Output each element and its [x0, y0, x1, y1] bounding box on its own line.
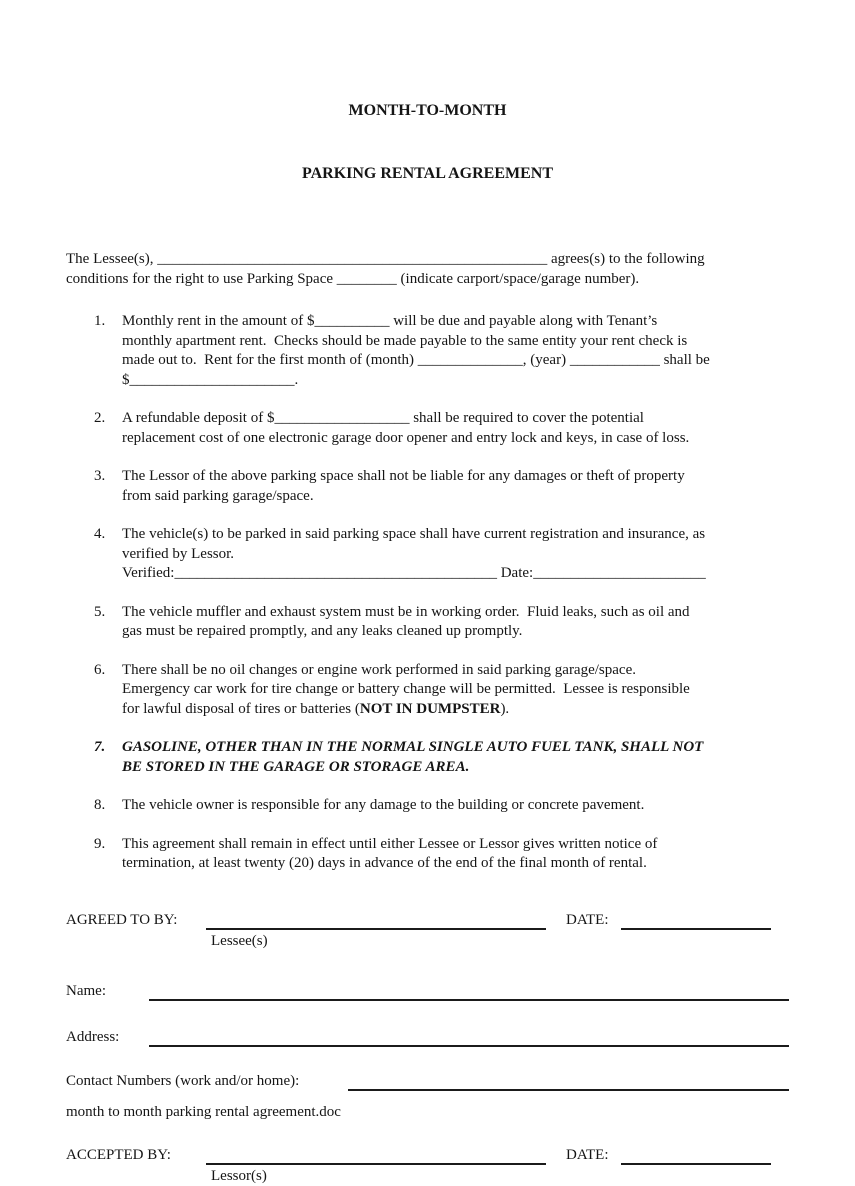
document-title-line2: PARKING RENTAL AGREEMENT: [302, 165, 553, 182]
clause-line: GASOLINE, OTHER THAN IN THE NORMAL SINGLE AUTO FUEL TANK, SHALL NOT: [122, 739, 704, 755]
clause-number: 9.: [94, 835, 106, 852]
intro-line: The Lessee(s), ____________________________________________________ agrees(s) to the following: [66, 251, 705, 267]
clause-item-3: [94, 467, 789, 506]
contact-numbers-row: [66, 1069, 789, 1091]
clause-item-7: [94, 738, 789, 777]
clause-text: [122, 835, 789, 874]
clause-line: The Lessor of the above parking space shall not be liable for any damages or theft of property: [122, 468, 685, 484]
footer-filename: month to month parking rental agreement.doc: [66, 1104, 341, 1120]
address-line: [149, 1029, 789, 1047]
clause-text: [122, 409, 789, 448]
clause-item-1: [94, 312, 789, 390]
clause-number: 1.: [94, 313, 106, 329]
clause-line: Monthly rent in the amount of $__________ will be due and payable along with Tenant’s: [122, 313, 658, 329]
clause-line: A refundable deposit of $__________________ shall be required to cover the potential: [122, 410, 644, 426]
document-title: [66, 58, 789, 226]
lessee-sub-label: Lessee(s): [211, 932, 268, 949]
lessor-sub-label: Lessor(s): [211, 1167, 267, 1184]
clause-item-9: [94, 835, 789, 874]
lessor-signature-line: [206, 1147, 546, 1165]
clause-text: [122, 603, 789, 642]
clause-item-8: [94, 796, 789, 816]
document-title-line1: MONTH-TO-MONTH: [348, 102, 507, 119]
clause-line: The vehicle owner is responsible for any damage to the building or concrete pavement.: [122, 797, 645, 813]
address-label: Address:: [66, 1028, 120, 1045]
clause-number: 2.: [94, 410, 106, 426]
address-row: [66, 1025, 789, 1047]
clause-text: [122, 738, 789, 777]
accepted-date-label: DATE:: [566, 1146, 609, 1163]
clause-text: [122, 661, 789, 720]
accepted-by-label: ACCEPTED BY:: [66, 1146, 171, 1163]
intro-line: conditions for the right to use Parking Space ________ (indicate carport/space/garage number).: [66, 270, 640, 287]
clause-number: 8.: [94, 797, 106, 813]
clause-line: Emergency car work for tire change or battery change will be permitted. Lessee is responsible: [122, 681, 690, 697]
name-label: Name:: [66, 982, 106, 999]
clause-item-5: [94, 603, 789, 642]
clause-item-4: [94, 525, 789, 584]
agreed-by-label: AGREED TO BY:: [66, 911, 178, 928]
clause-text: [122, 312, 789, 390]
agreed-by-row: [66, 908, 789, 930]
contact-numbers-label: Contact Numbers (work and/or home):: [66, 1072, 300, 1089]
clause-line-segment: for lawful disposal of tires or batteries (: [122, 700, 360, 717]
clause-line: replacement cost of one electronic garage door opener and entry lock and keys, in case of loss.: [122, 429, 690, 446]
lessee-signature-line: [206, 912, 546, 930]
agreed-date-line: [621, 912, 771, 930]
agreed-date-label: DATE:: [566, 911, 609, 928]
clause-line: There shall be no oil changes or engine work performed in said parking garage/space.: [122, 661, 636, 678]
clause-item-2: [94, 409, 789, 448]
clause-line: termination, at least twenty (20) days in advance of the end of the final month of rental.: [122, 855, 647, 871]
clause-item-6: [94, 661, 789, 720]
clause-line: The vehicle muffler and exhaust system must be in working order. Fluid leaks, such as oil and: [122, 603, 690, 620]
clause-line: from said parking garage/space.: [122, 487, 314, 504]
clause-line: monthly apartment rent. Checks should be made payable to the same entity your rent check is: [122, 332, 688, 349]
clause-number: 5.: [94, 603, 106, 620]
clause-text: [122, 525, 789, 584]
clause-line: verified by Lessor.: [122, 545, 235, 562]
clause-text: [122, 796, 789, 816]
clause-number: 7.: [94, 739, 106, 755]
clause-line: $______________________.: [122, 371, 299, 388]
clause-number: 6.: [94, 661, 106, 678]
intro-paragraph: [66, 250, 789, 289]
clause-text: [122, 467, 789, 506]
clause-list: [66, 312, 789, 874]
clause-number: 3.: [94, 468, 106, 484]
not-in-dumpster-emphasis: NOT IN DUMPSTER: [359, 700, 501, 717]
clause-line: gas must be repaired promptly, and any leaks cleaned up promptly.: [122, 623, 523, 639]
clause-line-segment: ).: [500, 700, 510, 717]
clause-line: The vehicle(s) to be parked in said parking space shall have current registration and insurance, as: [122, 526, 706, 542]
accepted-by-row: [66, 1143, 789, 1165]
contact-numbers-line: [348, 1073, 789, 1091]
verified-date-line: Verified:___________________________________________ Date:_______________________: [122, 565, 706, 581]
name-line: [149, 983, 789, 1001]
clause-number: 4.: [94, 526, 106, 542]
name-row: [66, 979, 789, 1001]
clause-line: This agreement shall remain in effect until either Lessee or Lessor gives written notice of: [122, 835, 658, 852]
clause-line: [122, 700, 789, 720]
accepted-date-line: [621, 1147, 771, 1165]
clause-line: BE STORED IN THE GARAGE OR STORAGE AREA.: [122, 758, 470, 775]
clause-line: made out to. Rent for the first month of (month) ______________, (year) ____________ shall be: [122, 352, 710, 368]
